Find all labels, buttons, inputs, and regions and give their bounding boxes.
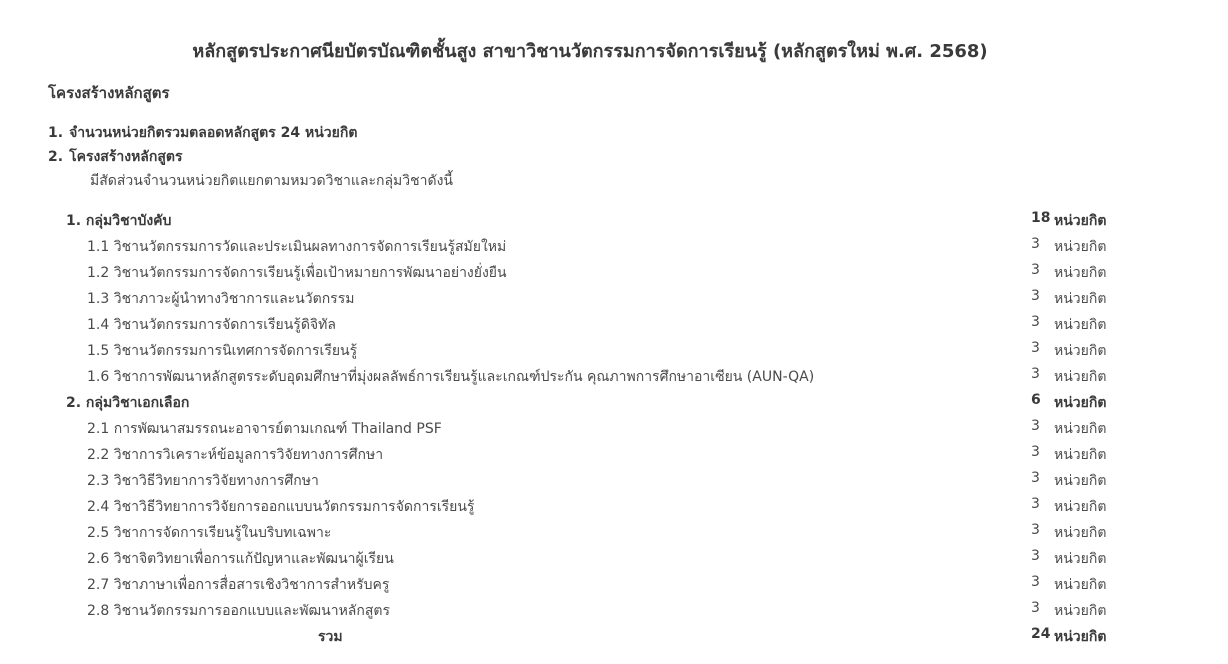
total-row [0,626,1228,652]
credit-count: 3 [1031,288,1040,304]
course-label: 2.2 วิชาการวิเคราะห์ข้อมูลการวิจัยทางการศึกษา [87,447,384,463]
credit-count: 6 [1031,392,1041,408]
course-label: 2. กลุ่มวิชาเอกเลือก [66,395,190,411]
credit-unit: หน่วยกิต [1054,551,1107,567]
credit-unit: หน่วยกิต [1054,239,1107,255]
credit-count: 3 [1031,262,1040,278]
credit-unit: หน่วยกิต [1054,499,1107,515]
course-group-row [0,392,1228,418]
course-row [0,366,1228,392]
course-label: 2.7 วิชาภาษาเพื่อการสื่อสารเชิงวิชาการสำหรับครู [87,577,390,593]
course-row [0,236,1228,262]
credit-count: 24 [1031,626,1051,642]
course-group-row [0,210,1228,236]
credit-unit: หน่วยกิต [1054,629,1107,645]
credit-unit: หน่วยกิต [1054,291,1107,307]
course-label: 1.2 วิชานวัตกรรมการจัดการเรียนรู้เพื่อเป้าหมายการพัฒนาอย่างยั่งยืน [87,265,507,281]
course-row [0,574,1228,600]
summary-text: จำนวนหน่วยกิตรวมตลอดหลักสูตร 24 หน่วยกิต [69,125,358,141]
credit-count: 3 [1031,522,1040,538]
summary-item-structure [48,146,183,168]
course-row [0,470,1228,496]
ratio-description: มีสัดส่วนจำนวนหน่วยกิตแยกตามหมวดวิชาและกลุ่มวิชาดังนี้ [90,173,453,189]
credit-unit: หน่วยกิต [1054,447,1107,463]
credit-unit: หน่วยกิต [1054,603,1107,619]
course-row [0,314,1228,340]
course-row [0,496,1228,522]
credit-unit: หน่วยกิต [1054,473,1107,489]
summary-item-credits [48,122,357,144]
course-row [0,522,1228,548]
credit-unit: หน่วยกิต [1054,395,1107,411]
credit-count: 3 [1031,600,1040,616]
credit-count: 18 [1031,210,1051,226]
course-label: 1.1 วิชานวัตกรรมการวัดและประเมินผลทางการจัดการเรียนรู้สมัยใหม่ [87,239,507,255]
course-row [0,262,1228,288]
summary-number: 1. [48,125,64,141]
course-label: 2.4 วิชาวิธีวิทยาการวิจัยการออกแบบนวัตกรรมการจัดการเรียนรู้ [87,499,475,515]
credit-unit: หน่วยกิต [1054,525,1107,541]
credit-count: 3 [1031,470,1040,486]
course-label: 2.1 การพัฒนาสมรรถนะอาจารย์ตามเกณฑ์ Thailand PSF [87,421,442,437]
course-label: 2.8 วิชานวัตกรรมการออกแบบและพัฒนาหลักสูตร [87,603,391,619]
credit-unit: หน่วยกิต [1054,369,1107,385]
course-row [0,418,1228,444]
credit-unit: หน่วยกิต [1054,265,1107,281]
credit-count: 3 [1031,496,1040,512]
course-row [0,444,1228,470]
credit-count: 3 [1031,548,1040,564]
course-row [0,600,1228,626]
course-label: 1.3 วิชาภาวะผู้นำทางวิชาการและนวัตกรรม [87,291,355,307]
credit-count: 3 [1031,314,1040,330]
course-label: 2.6 วิชาจิตวิทยาเพื่อการแก้ปัญหาและพัฒนาผู้เรียน [87,551,394,567]
summary-number: 2. [48,149,64,165]
course-label: 2.3 วิชาวิธีวิทยาการวิจัยทางการศึกษา [87,473,319,489]
summary-text: โครงสร้างหลักสูตร [69,149,183,165]
credit-count: 3 [1031,418,1040,434]
course-row [0,288,1228,314]
credit-unit: หน่วยกิต [1054,421,1107,437]
credit-count: 3 [1031,444,1040,460]
section-heading: โครงสร้างหลักสูตร [48,84,170,102]
credit-count: 3 [1031,366,1040,382]
course-label: 1.5 วิชานวัตกรรมการนิเทศการจัดการเรียนรู้ [87,343,358,359]
course-label: 2.5 วิชาการจัดการเรียนรู้ในบริบทเฉพาะ [87,525,332,541]
credit-unit: หน่วยกิต [1054,317,1107,333]
credit-unit: หน่วยกิต [1054,213,1107,229]
credit-unit: หน่วยกิต [1054,343,1107,359]
course-label: 1. กลุ่มวิชาบังคับ [66,213,172,229]
credit-count: 3 [1031,574,1040,590]
credit-count: 3 [1031,340,1040,356]
course-label: 1.4 วิชานวัตกรรมการจัดการเรียนรู้ดิจิทัล [87,317,336,333]
credit-count: 3 [1031,236,1040,252]
course-row [0,340,1228,366]
total-label: รวม [318,629,343,645]
credit-unit: หน่วยกิต [1054,577,1107,593]
course-row [0,548,1228,574]
page-title: หลักสูตรประกาศนียบัตรบัณฑิตชั้นสูง สาขาวิชานวัตกรรมการจัดการเรียนรู้ (หลักสูตรใหม่ พ.ศ. 2568) [192,41,988,62]
course-label: 1.6 วิชาการพัฒนาหลักสูตรระดับอุดมศึกษาที่มุ่งผลลัพธ์การเรียนรู้และเกณฑ์ประกัน คุณภาพการศึกษาอาเซียน (AUN-QA) [87,369,815,385]
